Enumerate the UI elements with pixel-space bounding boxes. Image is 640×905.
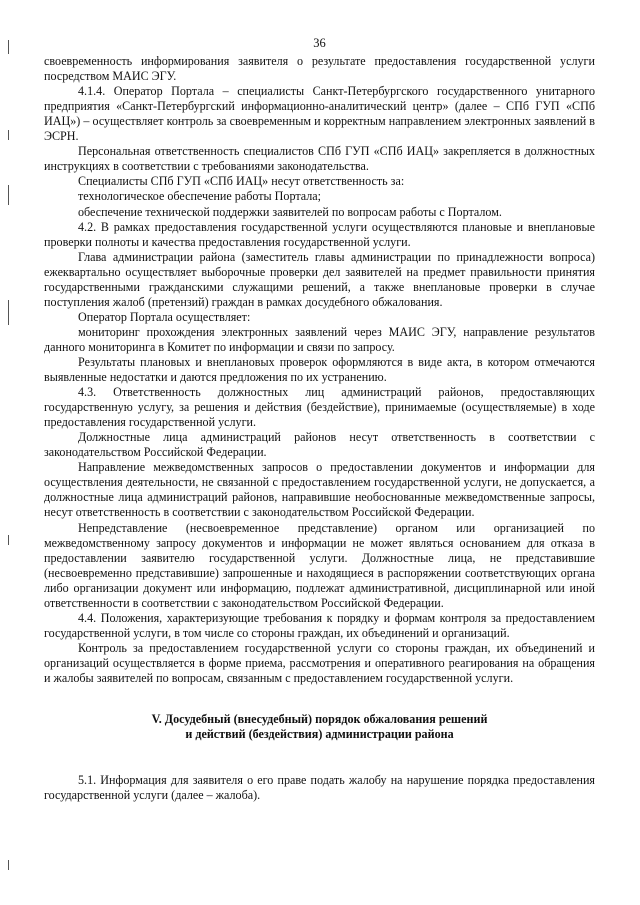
paragraph: 5.1. Информация для заявителя о его праве подать жалобу на нарушение порядка предоставления государственной услуги (далее – жалоба). [44, 773, 595, 803]
paragraph: Непредставление (несвоевременное представление) органом или организацией по межведомственному запросу документов и информации не может являться основанием для отказа в предоставлении заявителю государственной услуги. Должностные лица, не представившие (несвоевременно представившие) запрошенные и находящиеся в распоряжении соответствующих органа либо организации документ или информацию, подлежат административной, дисциплинарной или иной ответственности в соответствии с законодательством Российской Федерации. [44, 520, 595, 610]
section-heading-line-1: V. Досудебный (внесудебный) порядок обжалования решений [151, 712, 488, 727]
paragraph: технологическое обеспечение работы Портала; [78, 189, 322, 204]
scan-artifact [8, 300, 9, 325]
paragraph: 4.1.4. Оператор Портала – специалисты Санкт-Петербургского государственного унитарного предприятия «Санкт-Петербургский информационно-аналитический центр» (далее – СПб ГУП «СПб ИАЦ») – осуществляет контроль за своевременным и корректным направлением электронных заявлений в ЭСРН. [44, 84, 595, 144]
paragraph: 4.2. В рамках предоставления государственной услуги осуществляются плановые и внеплановые проверки полноты и качества предоставления государственной услуги. [44, 219, 595, 249]
document-page [44, 36, 595, 803]
body-text-after [44, 773, 595, 803]
page-number: 36 [313, 36, 326, 50]
paragraph: 4.4. Положения, характеризующие требования к порядку и формам контроля за предоставлением государственной услуги, в том числе со стороны граждан, их объединений и организаций. [44, 610, 595, 640]
section-heading [44, 712, 595, 742]
scan-artifact [8, 860, 9, 870]
paragraph: Контроль за предоставлением государственной услуги со стороны граждан, их объединений и организаций осуществляется в форме приема, рассмотрения и оперативного реагирования на обращения и жалобы заявителей по вопросам, связанным с предоставлением государственной услуги. [44, 640, 595, 685]
scan-artifact [8, 130, 9, 140]
scan-artifact [8, 185, 9, 205]
paragraph: Персональная ответственность специалистов СПб ГУП «СПб ИАЦ» закрепляется в должностных инструкциях в соответствии с требованиями законодательства. [44, 144, 595, 174]
scan-artifact [8, 40, 9, 54]
paragraph: Оператор Портала осуществляет: [78, 309, 251, 324]
scan-artifact [8, 535, 9, 545]
paragraph: Результаты плановых и внеплановых проверок оформляются в виде акта, в котором отмечаются выявленные недостатки и даются предложения по их устранению. [44, 354, 595, 385]
body-text-before [44, 54, 595, 686]
paragraph: Специалисты СПб ГУП «СПб ИАЦ» несут ответственность за: [78, 174, 405, 189]
paragraph: мониторинг прохождения электронных заявлений через МАИС ЭГУ, направление результатов данного мониторинга в Комитет по информации и связи по запросу. [44, 324, 595, 354]
paragraph: своевременность информирования заявителя о результате предоставления государственной услуги посредством МАИС ЭГУ. [44, 54, 595, 84]
paragraph: Должностные лица администраций районов несут ответственность в соответствии с законодательством Российской Федерации. [44, 430, 595, 460]
paragraph: 4.3. Ответственность должностных лиц администраций районов, предоставляющих государственную услугу, за решения и действия (бездействие), принимаемые (осуществляемые) в ходе предоставления государственной услуги. [44, 385, 595, 430]
paragraph: обеспечение технической поддержки заявителей по вопросам работы с Порталом. [78, 204, 502, 219]
paragraph: Направление межведомственных запросов о предоставлении документов и информации для осуществления деятельности, не связанной с предоставлением государственной услуги, не допускается, а должностные лица администраций районов, направившие необоснованные межведомственные запросы, несут ответственность в соответствии с законодательством Российской Федерации. [44, 460, 595, 520]
paragraph: Глава администрации района (заместитель главы администрации по принадлежности вопроса) ежеквартально осуществляет выборочные проверки дел заявителей на предмет правильности принятия государственными гражданскими служащими решений, а также внеплановые проверки в случае поступления жалоб (претензий) граждан в рамках досудебного обжалования. [44, 249, 595, 309]
section-heading-line-2: и действий (бездействия) администрации района [185, 727, 454, 742]
